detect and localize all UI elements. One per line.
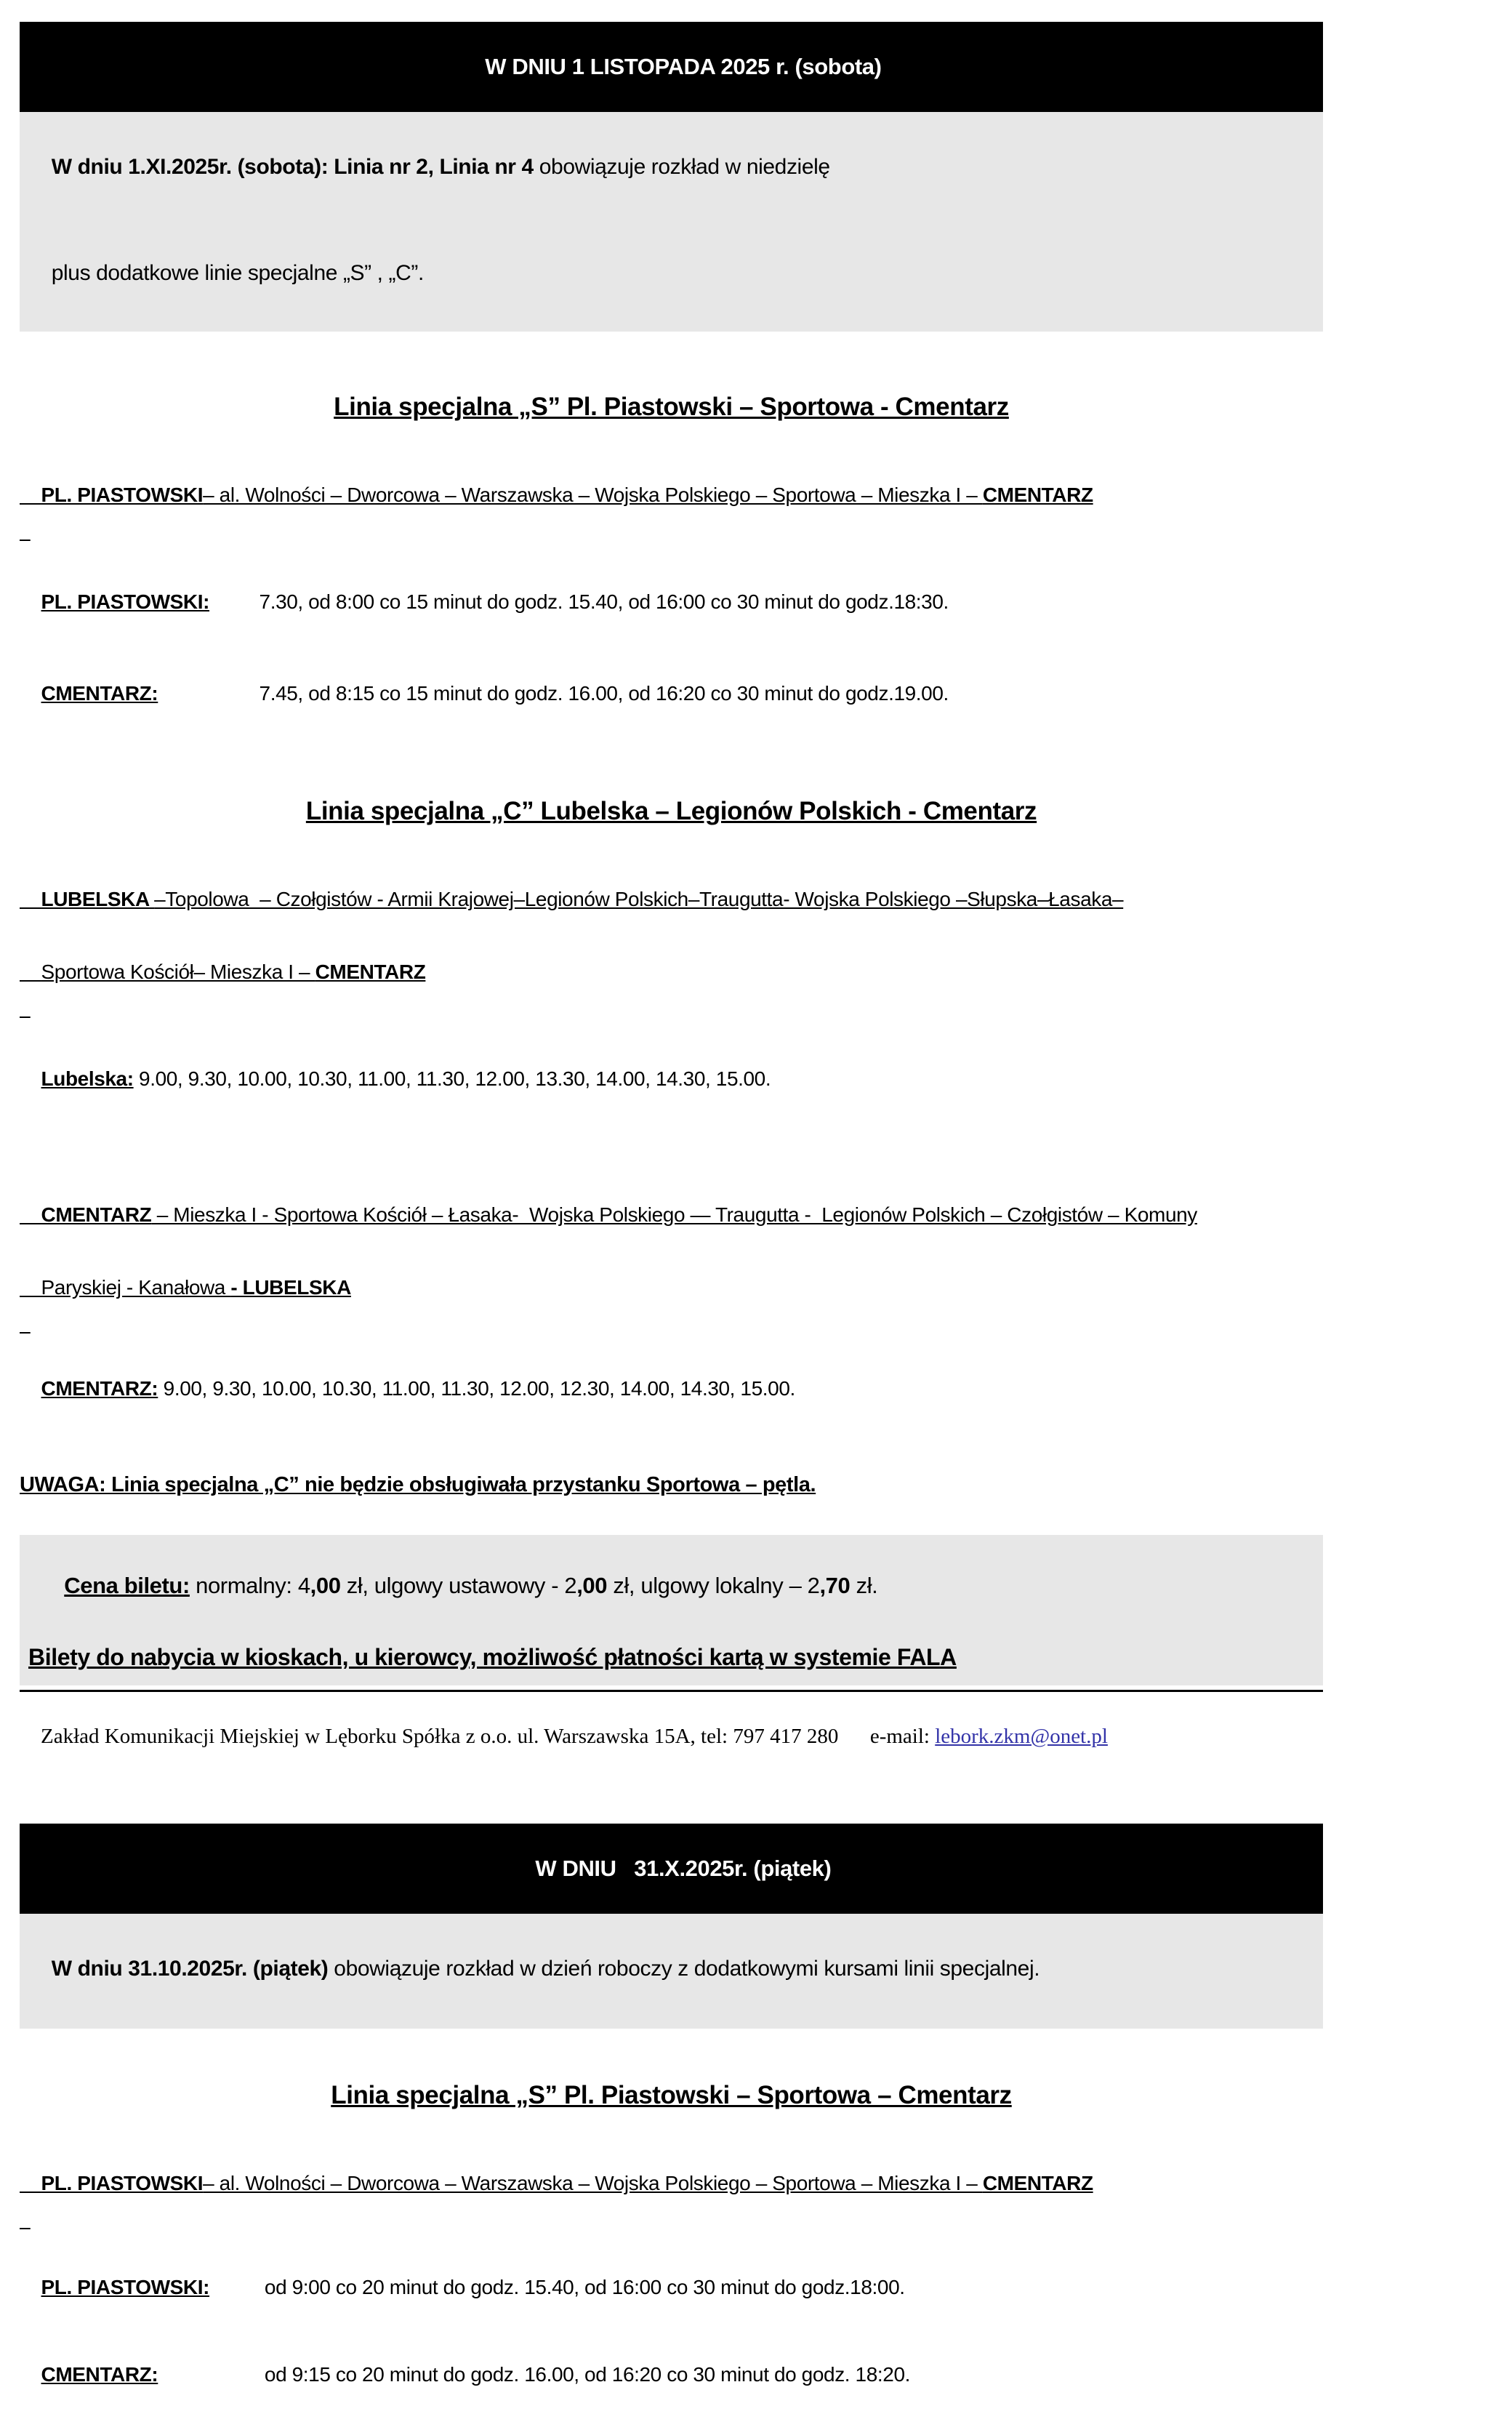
route-c-out-via1: –Topolowa – Czołgistów - Armii Krajowej–Legionów Polskich–Traugutta- Wojska Polskiego –Słupska–Łasaka– (154, 888, 1124, 910)
price-bold3: ,70 (819, 1573, 850, 1598)
email-label: e-mail: (838, 1725, 936, 1748)
route-c-ret-via1: – Mieszka I - Sportowa Kościół – Łasaka- Wojska Polskiego — Traugutta - Legionów Polskich – Czołgistów – Komuny (151, 1203, 1197, 1226)
stop-label-cell (41, 2274, 260, 2301)
price-seg4: zł. (850, 1573, 878, 1598)
route-line-s-nov1 (20, 441, 1323, 550)
price-seg3: zł, ulgowy lokalny – 2 (607, 1573, 820, 1598)
route-s-from: PL. PIASTOWSKI (41, 484, 204, 506)
departure-times: od 9:15 co 20 minut do godz. 16.00, od 16:20 co 30 minut do godz. 18:20. (259, 2363, 911, 2386)
price-seg1: normalny: 4 (189, 1573, 310, 1598)
departures-s-piastowski-nov1 (20, 563, 1323, 641)
route-line-s-oct31 (20, 2129, 1323, 2238)
price-label: Cena biletu: (64, 1573, 190, 1598)
stop-label: PL. PIASTOWSKI: (41, 2276, 210, 2298)
route-c-ret-from: CMENTARZ (41, 1203, 152, 1226)
departure-times: 7.30, od 8:00 co 15 minut do godz. 15.40, od 16:00 co 30 minut do godz.18:30. (259, 590, 949, 613)
route-s-to: CMENTARZ (982, 484, 1093, 506)
departures-s-cmentarz-oct31 (20, 2335, 1323, 2414)
departures-s-piastowski-oct31 (20, 2248, 1323, 2327)
departures-c-lubelska (20, 1040, 1323, 1118)
notice-oct31-bold: W dniu 31.10.2025r. (piątek) (51, 1957, 329, 1981)
route-line-c-return (20, 1160, 1323, 1342)
footer-divider (20, 1690, 1323, 1692)
heading-line-s-nov1: Linia specjalna „S” Pl. Piastowski – Sportowa - Cmentarz (334, 393, 1009, 421)
stop-label-cell (41, 589, 260, 615)
banner-oct31-title: W DNIU 31.X.2025r. (piątek) (535, 1856, 832, 1881)
departure-times: 9.00, 9.30, 10.00, 10.30, 11.00, 11.30, 12.00, 12.30, 14.00, 14.30, 15.00. (158, 1377, 795, 1400)
price-bold2: ,00 (576, 1573, 608, 1598)
route-c-out-to: CMENTARZ (315, 961, 426, 983)
warning-note: UWAGA: Linia specjalna „C” nie będzie obsługiwała przystanku Sportowa – pętla. (20, 1473, 816, 1496)
route-s-via: – al. Wolności – Dworcowa – Warszawska – Wojska Polskiego – Sportowa – Mieszka I – (203, 484, 983, 506)
route-line-c-outbound (20, 845, 1323, 1027)
stop-label: CMENTARZ: (41, 682, 158, 705)
notice-nov1-line2: plus dodatkowe linie specjalne „S” , „C”. (51, 261, 424, 285)
stop-label: PL. PIASTOWSKI: (41, 590, 210, 613)
route-c-out-via2: Sportowa Kościół– Mieszka I – (41, 961, 315, 983)
stop-label: CMENTARZ: (41, 2363, 158, 2386)
departures-s-cmentarz-nov1 (20, 654, 1323, 733)
email-link[interactable]: lebork.zkm@onet.pl (935, 1725, 1108, 1748)
departure-times: 7.45, od 8:15 co 15 minut do godz. 16.00, od 16:20 co 30 minut do godz.19.00. (259, 682, 949, 705)
banner-nov1 (20, 22, 1323, 112)
ticket-price-line (28, 1547, 1314, 1625)
banner-nov1-title: W DNIU 1 LISTOPADA 2025 r. (sobota) (485, 54, 882, 79)
route-s-to: CMENTARZ (982, 2172, 1093, 2194)
notice-nov1 (20, 112, 1323, 332)
route-c-ret-via2: Paryskiej - Kanałowa (41, 1276, 231, 1299)
heading-line-s-oct31: Linia specjalna „S” Pl. Piastowski – Sportowa – Cmentarz (331, 2081, 1012, 2109)
route-c-ret-to: - LUBELSKA (230, 1276, 351, 1299)
route-s-from: PL. PIASTOWSKI (41, 2172, 204, 2194)
heading-line-c-nov1: Linia specjalna „C” Lubelska – Legionów Polskich - Cmentarz (305, 797, 1037, 825)
ticket-price-box (20, 1535, 1323, 1685)
stop-label: CMENTARZ: (41, 1377, 158, 1400)
stop-label-cell (41, 681, 260, 707)
stop-label-cell (41, 2362, 260, 2388)
company-footer (20, 1701, 1323, 1773)
price-seg2: zł, ulgowy ustawowy - 2 (340, 1573, 577, 1598)
notice-nov1-rest: obowiązuje rozkład w niedzielę (533, 155, 830, 179)
notice-oct31-rest: obowiązuje rozkład w dzień roboczy z dodatkowymi kursami linii specjalnej. (328, 1957, 1040, 1981)
route-c-out-from: LUBELSKA (41, 888, 155, 910)
stop-label: Lubelska: (41, 1067, 134, 1090)
notice-oct31 (20, 1914, 1323, 2029)
route-s-via: – al. Wolności – Dworcowa – Warszawska – Wojska Polskiego – Sportowa – Mieszka I – (203, 2172, 983, 2194)
notice-nov1-bold: W dniu 1.XI.2025r. (sobota): Linia nr 2, Linia nr 4 (51, 155, 534, 179)
ticket-sales-info: Bilety do nabycia w kioskach, u kierowcy, możliwość płatności kartą w systemie FALA (28, 1644, 957, 1670)
price-bold1: ,00 (310, 1573, 341, 1598)
company-info: Zakład Komunikacji Miejskiej w Lęborku Spółka z o.o. ul. Warszawska 15A, tel: 797 417 280 (41, 1725, 839, 1748)
departure-times: 9.00, 9.30, 10.00, 10.30, 11.00, 11.30, 12.00, 13.30, 14.00, 14.30, 15.00. (133, 1067, 771, 1090)
document-page (20, 0, 1323, 2414)
departure-times: od 9:00 co 20 minut do godz. 15.40, od 16:00 co 30 minut do godz.18:00. (259, 2276, 905, 2298)
notice-nov1-spacer (28, 215, 1314, 225)
departures-c-cmentarz (20, 1350, 1323, 1428)
banner-oct31 (20, 1824, 1323, 1914)
